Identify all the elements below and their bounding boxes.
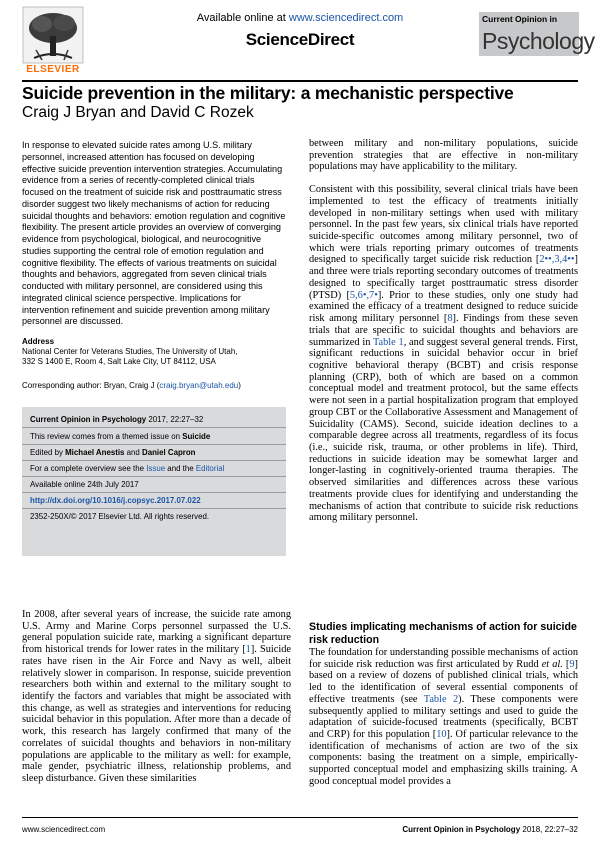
footer-rule [22, 817, 578, 818]
infobox-overview-label: For a complete overview see the [30, 464, 147, 473]
footer-cite: 2018, 22:27–32 [520, 825, 578, 834]
body-text-italic: et al. [541, 658, 563, 670]
footer-journal: Current Opinion in Psychology [402, 825, 521, 834]
reference-link[interactable]: 8 [447, 313, 453, 325]
elsevier-wordmark: ELSEVIER [26, 64, 80, 75]
article-authors: Craig J Bryan and David C Rozek [22, 104, 254, 121]
infobox-theme-label: This review comes from a themed issue on [30, 432, 183, 441]
address-heading: Address [22, 337, 55, 346]
abstract: In response to elevated suicide rates among U.S. military personnel, increased attention has focused on developing effective suicide prevention intervention strategies. Accumulating evidence from a series of recently-completed clinical trials focused on the treatment of suicide risk and posttraumatic stress disorder suggest two likely mechanisms of action for reducing suicidal thoughts and behaviors: emotion regulation and cognitive flexibility. The present article provides an overview of converging evidence from psychological, biological, and neurocognitive studies supporting the central role of emotion regulation and cognitive flexibility. The effects of various treatments on suicidal thoughts and behaviors, aggregated from seven clinical trials conducted with military personnel, are considered using this integrated clinical science perspective. Implications for intervention refinement and suicide prevention among military personnel are discussed. [22, 140, 286, 327]
body-text: ]. Suicide rates have risen in the Air Force and Navy as well, albeit relatively slower in comparison. In response, suicide prevention researchers both within and external to the military sought to identify the factors and variables that might be associated with this change, as well as strategies and interventions for reducing suicidal behavior in this population. After more than a decade of work, this research has largely confirmed that many of the correlates of suicidal thoughts and behaviors in non-military populations are applicable to the military as well: for example, male gender, psychiatric illness, relationship problems, and sleep disturbance. Given these similarities [22, 644, 291, 785]
infobox-editor: Michael Anestis [65, 448, 125, 457]
address-line: 332 S 1400 E, Room 4, Salt Lake City, UT 84112, USA [22, 357, 216, 366]
infobox-rule [22, 492, 286, 493]
reference-link[interactable]: 9 [569, 658, 575, 670]
infobox-editors [30, 448, 196, 457]
editorial-link[interactable]: Editorial [195, 464, 225, 473]
infobox-journal-cite: 2017, 22:27–32 [146, 415, 204, 424]
infobox-rule [22, 444, 286, 445]
author-email-link[interactable]: craig.bryan@utah.edu [159, 381, 239, 390]
body-text: ). These components were subsequently applied to military settings and used to guide the adaptation of suicide-focused treatments (specifically, BCBT and CRP) for this population [ [309, 693, 578, 741]
reference-link[interactable]: 2••,3,4•• [539, 254, 575, 266]
infobox-journal [30, 415, 203, 424]
body-text: ] based on a review of dozens of published clinical trials, which led to the identification of several essential components of effective treatments (see [309, 658, 578, 705]
infobox-rule [22, 460, 286, 461]
infobox-rule [22, 427, 286, 428]
infobox-rule [22, 508, 286, 509]
body-paragraph [309, 647, 578, 788]
address-line: National Center for Veterans Studies, The University of Utah, [22, 347, 238, 356]
issue-link[interactable]: Issue [146, 464, 166, 473]
header-rule [22, 80, 578, 82]
body-paragraph [309, 184, 578, 524]
infobox-rule [22, 476, 286, 477]
reference-link[interactable]: 1 [245, 644, 251, 656]
body-text: ]. Of particular relevance to the identification of mechanisms of action are two of the six components: basing the treatment on a simple, empirically-supported conceptual model and emphasizing skills training. A good conceptual model provides a [309, 729, 578, 787]
footer-site: www.sciencedirect.com [22, 825, 106, 834]
journal-logo-psychology: Psychology [482, 28, 595, 54]
reference-link[interactable]: 10 [436, 729, 447, 741]
infobox-theme-value: Suicide [182, 432, 211, 441]
infobox-overview [30, 464, 224, 473]
article-title: Suicide prevention in the military: a mechanistic perspective [22, 83, 514, 103]
sciencedirect-wordmark: ScienceDirect [245, 30, 355, 49]
sciencedirect-link[interactable]: www.sciencedirect.com [288, 12, 404, 24]
available-online-label: Available online at [196, 12, 289, 24]
infobox-available-date: Available online 24th July 2017 [30, 480, 139, 489]
infobox-edited-label: Edited by [30, 448, 66, 457]
section-heading: Studies implicating mechanisms of action for suicide risk reduction [309, 621, 577, 646]
body-right-column-section [309, 647, 578, 788]
body-paragraph [22, 609, 291, 785]
infobox-and: and [124, 448, 143, 457]
infobox-journal-name: Current Opinion in Psychology [30, 415, 147, 424]
body-paragraph: between military and non-military populations, suicide prevention strategies that are effective in non-military populations may have applicability to the military. [309, 138, 578, 173]
body-text: In 2008, after several years of increase, the suicide rate among U.S. Army and Marine Corps personnel surpassed the U.S. general population suicide rate, marking a significant departure from historical trends for lower rates in the military [ [22, 609, 291, 656]
infobox-theme [30, 432, 210, 441]
body-text: , and suggest several general trends. First, significant reductions in suicidal behavior occur in brief cognitive behavioral therapy (BCBT) and crisis response planning (CRP), both of which are based on a common conceptual model and treatment protocol, but the same effects were not seen in a partial hospitalization program that employed group CBT or the Collaborative Assessment and Management of Suicidality (CAMS). Second, suicide ideation declines to a comparable degree across all treatments, regardless of its focus (i.e., suicide risk, trauma, or other problems in life). Third, reductions in suicide ideation may be somewhat larger and longer-lasting in cognitively-oriented trauma therapies. The observed similarities and differences across these various treatments provide clues for identifying and understanding the mechanisms of action that contribute to suicide risk reductions among military personnel. [309, 336, 578, 524]
body-text: Consistent with this possibility, several clinical trials have been implemented to test the efficacy of treatments initially developed in non-military settings when used with military personnel. In the past few years, six clinical trials have reported suicide-specific outcomes among military personnel, two of which were trials reporting primary outcomes of treatments designed to specifically target suicide risk reduction [ [309, 184, 578, 266]
corresponding-close: ) [238, 381, 241, 390]
infobox-overview-and: and the [165, 464, 196, 473]
body-right-column [309, 138, 578, 524]
body-left-column [22, 609, 291, 785]
doi-link[interactable]: http://dx.doi.org/10.1016/j.copsyc.2017.07.022 [30, 496, 201, 505]
infobox-editor: Daniel Capron [142, 448, 196, 457]
body-text: ]. Prior to these studies, only one study had examined the efficacy of a treatment designed to reduce suicide risk among military personnel [ [309, 289, 578, 325]
footer-citation [402, 825, 578, 834]
body-text: ] and three were trials reporting secondary outcomes of treatments designed to specifically target posttraumatic stress disorder (PTSD) [ [309, 254, 578, 301]
corresponding-author [22, 381, 292, 390]
reference-link[interactable]: 5,6•,7• [349, 289, 378, 301]
address-text [22, 347, 287, 367]
body-text: ]. Findings from these seven trials that are specific to suicidal thoughts and behaviors are summarized in [309, 313, 578, 348]
table-link[interactable]: Table 2 [423, 693, 459, 705]
body-text: The foundation for understanding possible mechanisms of action for suicide risk reduction was first articulated by Rudd [309, 647, 578, 670]
table-link[interactable]: Table 1 [372, 336, 404, 348]
corresponding-label: Corresponding author: Bryan, Craig J ( [22, 381, 160, 390]
infobox-copyright: 2352-250X/© 2017 Elsevier Ltd. All rights reserved. [30, 512, 210, 521]
journal-logo-top: Current Opinion in [482, 14, 558, 24]
body-text: [ [562, 658, 570, 670]
infobox-doi [30, 496, 201, 505]
